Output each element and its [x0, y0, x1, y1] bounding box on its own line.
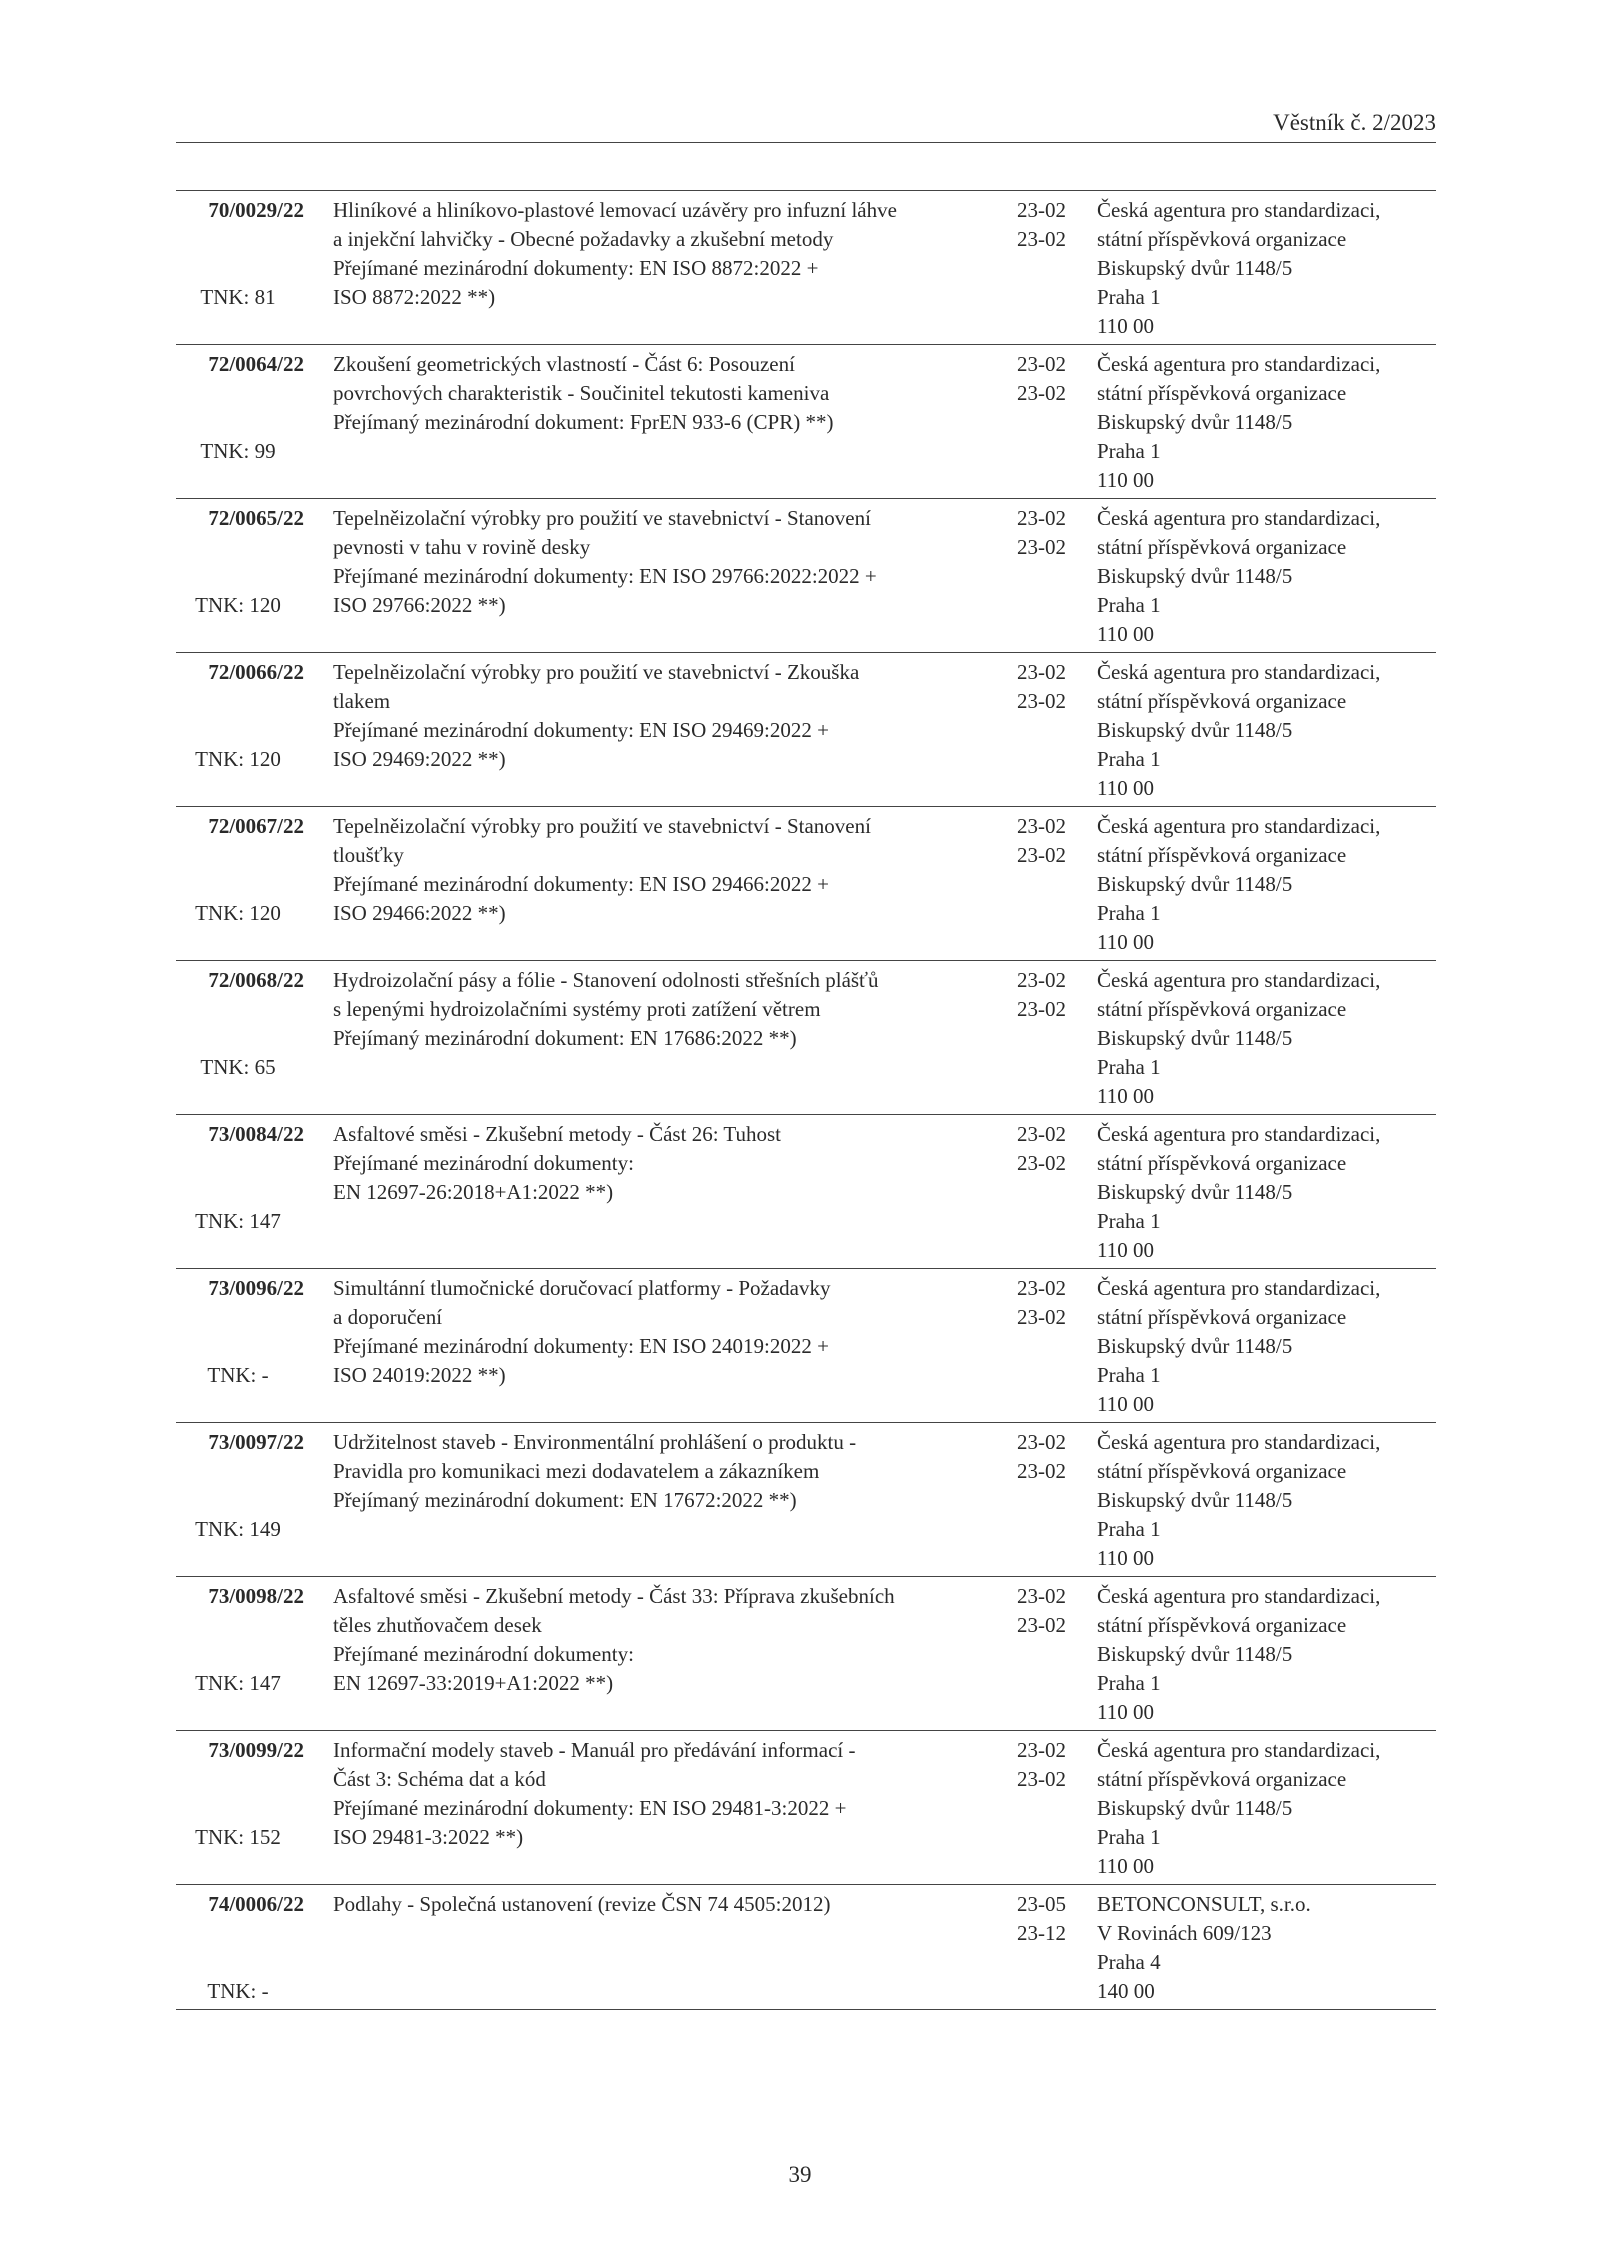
entry-tnk: TNK: - [207, 1363, 269, 1387]
entry-organization-line: státní příspěvková organizace [1097, 1613, 1347, 1637]
entry-date: 23-02 [1017, 535, 1066, 559]
entry-title-line: EN 12697-26:2018+A1:2022 **) [333, 1180, 614, 1204]
entry-tnk: TNK: 149 [195, 1517, 281, 1541]
entry-title-line: Informační modely staveb - Manuál pro předávání informací - [333, 1738, 856, 1762]
entry-date: 23-02 [1017, 997, 1066, 1021]
entry-title-line: Tepelněizolační výrobky pro použití ve stavebnictví - Stanovení [333, 506, 871, 530]
entry-organization [1097, 812, 1442, 957]
entry-organization-line: 110 00 [1097, 314, 1154, 338]
entry-title-line: povrchových charakteristik - Součinitel tekutosti kameniva [333, 381, 830, 405]
entry-organization-line: Praha 1 [1097, 1671, 1161, 1695]
entry-title-line: Zkoušení geometrických vlastností - Část 6: Posouzení [333, 352, 795, 376]
entry-title-line: ISO 29466:2022 **) [333, 901, 506, 925]
entry-title [333, 350, 1003, 437]
standard-entry [176, 1577, 1436, 1731]
entry-title-line: Přejímané mezinárodní dokumenty: EN ISO 29466:2022 + [333, 872, 829, 896]
entry-dates [1000, 1736, 1066, 1794]
entry-tnk: TNK: 152 [195, 1825, 281, 1849]
entry-organization-line: Česká agentura pro standardizaci, [1097, 1738, 1381, 1762]
entry-organization-line: Česká agentura pro standardizaci, [1097, 506, 1381, 530]
entry-date: 23-02 [1017, 1305, 1066, 1329]
entry-organization-line: 110 00 [1097, 1700, 1154, 1724]
entry-title-line: Tepelněizolační výrobky pro použití ve stavebnictví - Zkouška [333, 660, 860, 684]
entry-title-line: Hydroizolační pásy a fólie - Stanovení odolnosti střešních plášťů [333, 968, 879, 992]
entry-organization [1097, 658, 1442, 803]
entry-title-line: Přejímané mezinárodní dokumenty: EN ISO 29469:2022 + [333, 718, 829, 742]
entry-organization-line: 110 00 [1097, 930, 1154, 954]
entry-organization-line: 110 00 [1097, 1546, 1154, 1570]
entry-organization-line: Praha 1 [1097, 1825, 1161, 1849]
entry-date: 23-02 [1017, 198, 1066, 222]
entry-organization-line: Česká agentura pro standardizaci, [1097, 968, 1381, 992]
entry-organization-line: 110 00 [1097, 776, 1154, 800]
entry-code: 73/0098/22 [208, 1584, 304, 1608]
entry-title-line: Simultánní tlumočnické doručovací platformy - Požadavky [333, 1276, 831, 1300]
entry-title [333, 1736, 1003, 1852]
entry-tnk: TNK: 147 [195, 1671, 281, 1695]
standard-entry [176, 499, 1436, 653]
entry-date: 23-02 [1017, 381, 1066, 405]
entry-title-line: s lepenými hydroizolačními systémy proti zatížení větrem [333, 997, 821, 1021]
entry-title [333, 504, 1003, 620]
entry-date: 23-02 [1017, 227, 1066, 251]
entry-title-line: Pravidla pro komunikaci mezi dodavatelem a zákazníkem [333, 1459, 820, 1483]
entry-organization-line: Česká agentura pro standardizaci, [1097, 352, 1381, 376]
standard-entry [176, 191, 1436, 345]
entry-title-line: Hliníkové a hliníkovo-plastové lemovací uzávěry pro infuzní láhve [333, 198, 897, 222]
entry-organization-line: Praha 1 [1097, 1209, 1161, 1233]
entry-dates [1000, 196, 1066, 254]
entry-title-line: Přejímané mezinárodní dokumenty: EN ISO 8872:2022 + [333, 256, 819, 280]
entry-date: 23-02 [1017, 814, 1066, 838]
entry-title-line: Část 3: Schéma dat a kód [333, 1767, 546, 1791]
entry-organization [1097, 1582, 1442, 1727]
entry-organization [1097, 196, 1442, 341]
entry-dates [1000, 1274, 1066, 1332]
entry-organization-line: Biskupský dvůr 1148/5 [1097, 1642, 1293, 1666]
entry-organization-line: Česká agentura pro standardizaci, [1097, 660, 1381, 684]
entry-title [333, 196, 1003, 312]
entry-title [333, 812, 1003, 928]
entry-title [333, 966, 1003, 1053]
entry-tnk: TNK: 65 [200, 1055, 276, 1079]
entry-organization-line: Biskupský dvůr 1148/5 [1097, 1026, 1293, 1050]
entry-title-line: a injekční lahvičky - Obecné požadavky a zkušební metody [333, 227, 834, 251]
entry-code: 73/0099/22 [208, 1738, 304, 1762]
entry-organization-line: státní příspěvková organizace [1097, 381, 1347, 405]
entry-title-line: těles zhutňovačem desek [333, 1613, 542, 1637]
standard-entry [176, 1269, 1436, 1423]
standard-entry [176, 1423, 1436, 1577]
entry-dates [1000, 1582, 1066, 1640]
entry-organization-line: Biskupský dvůr 1148/5 [1097, 1334, 1293, 1358]
entry-dates [1000, 812, 1066, 870]
entry-organization [1097, 966, 1442, 1111]
entry-title-line: Přejímané mezinárodní dokumenty: EN ISO 29766:2022:2022 + [333, 564, 877, 588]
entry-organization-line: 110 00 [1097, 622, 1154, 646]
entry-organization-line: Praha 1 [1097, 901, 1161, 925]
entry-date: 23-02 [1017, 1151, 1066, 1175]
entry-title-line: pevnosti v tahu v rovině desky [333, 535, 591, 559]
entry-organization-line: Praha 1 [1097, 1055, 1161, 1079]
entry-tnk: TNK: 120 [195, 593, 281, 617]
entry-date: 23-02 [1017, 689, 1066, 713]
entry-organization-line: 140 00 [1097, 1979, 1155, 2003]
entry-dates [1000, 350, 1066, 408]
entry-organization [1097, 1890, 1442, 2006]
entry-code: 70/0029/22 [208, 198, 304, 222]
entry-organization-line: Praha 1 [1097, 747, 1161, 771]
entry-organization-line: Česká agentura pro standardizaci, [1097, 814, 1381, 838]
entry-organization-line: Praha 1 [1097, 1517, 1161, 1541]
entry-title [333, 1582, 1003, 1698]
page-number: 39 [788, 2162, 812, 2187]
entry-date: 23-02 [1017, 1613, 1066, 1637]
entry-code: 72/0068/22 [208, 968, 304, 992]
entry-code: 72/0064/22 [208, 352, 304, 376]
entry-organization-line: Česká agentura pro standardizaci, [1097, 1430, 1381, 1454]
entry-title-line: Asfaltové směsi - Zkušební metody - Část 26: Tuhost [333, 1122, 781, 1146]
entry-date: 23-02 [1017, 1122, 1066, 1146]
entry-title-line: Přejímané mezinárodní dokumenty: [333, 1151, 634, 1175]
entry-date: 23-02 [1017, 1767, 1066, 1791]
entry-tnk: TNK: 81 [200, 285, 276, 309]
entry-organization-line: Biskupský dvůr 1148/5 [1097, 718, 1293, 742]
entry-organization-line: 110 00 [1097, 468, 1154, 492]
entry-title-line: ISO 8872:2022 **) [333, 285, 496, 309]
entry-organization-line: státní příspěvková organizace [1097, 1151, 1347, 1175]
entry-organization-line: Biskupský dvůr 1148/5 [1097, 410, 1293, 434]
entry-organization-line: Biskupský dvůr 1148/5 [1097, 564, 1293, 588]
entry-dates [1000, 1428, 1066, 1486]
entry-organization-line: 110 00 [1097, 1392, 1154, 1416]
entry-title [333, 1428, 1003, 1515]
entry-organization [1097, 1120, 1442, 1265]
entry-organization [1097, 1736, 1442, 1881]
entry-title [333, 1890, 1003, 1919]
standard-entry [176, 653, 1436, 807]
entry-organization-line: Praha 1 [1097, 593, 1161, 617]
entry-tnk: TNK: 99 [200, 439, 276, 463]
entry-dates [1000, 966, 1066, 1024]
entry-organization-line: Česká agentura pro standardizaci, [1097, 1584, 1381, 1608]
entry-title-line: Přejímaný mezinárodní dokument: EN 17672:2022 **) [333, 1488, 797, 1512]
entry-organization-line: V Rovinách 609/123 [1097, 1921, 1272, 1945]
entry-date: 23-02 [1017, 968, 1066, 992]
entry-dates [1000, 1890, 1066, 1948]
entry-date: 23-02 [1017, 506, 1066, 530]
entry-tnk: TNK: - [207, 1979, 269, 2003]
entry-organization-line: Praha 1 [1097, 285, 1161, 309]
entry-dates [1000, 658, 1066, 716]
entry-organization-line: 110 00 [1097, 1238, 1154, 1262]
entry-title-line: Tepelněizolační výrobky pro použití ve stavebnictví - Stanovení [333, 814, 871, 838]
entry-organization-line: státní příspěvková organizace [1097, 1305, 1347, 1329]
entry-title-line: ISO 29481-3:2022 **) [333, 1825, 524, 1849]
entry-title-line: Podlahy - Společná ustanovení (revize ČSN 74 4505:2012) [333, 1892, 831, 1916]
entry-title [333, 1274, 1003, 1390]
entry-code: 72/0065/22 [208, 506, 304, 530]
entry-code: 73/0084/22 [208, 1122, 304, 1146]
entry-organization-line: 110 00 [1097, 1854, 1154, 1878]
entry-organization-line: Česká agentura pro standardizaci, [1097, 1276, 1381, 1300]
entry-organization-line: státní příspěvková organizace [1097, 689, 1347, 713]
entry-title-line: Přejímaný mezinárodní dokument: FprEN 933-6 (CPR) **) [333, 410, 834, 434]
entry-organization-line: státní příspěvková organizace [1097, 227, 1347, 251]
entry-organization [1097, 1274, 1442, 1419]
entry-title-line: Asfaltové směsi - Zkušební metody - Část 33: Příprava zkušebních [333, 1584, 895, 1608]
entry-title-line: ISO 24019:2022 **) [333, 1363, 506, 1387]
entry-title-line: tloušťky [333, 843, 404, 867]
entry-title-line: a doporučení [333, 1305, 443, 1329]
entry-tnk: TNK: 120 [195, 901, 281, 925]
entry-title-line: ISO 29766:2022 **) [333, 593, 506, 617]
entry-date: 23-02 [1017, 843, 1066, 867]
entry-title-line: Přejímané mezinárodní dokumenty: [333, 1642, 634, 1666]
entry-date: 23-02 [1017, 1584, 1066, 1608]
entry-organization-line: Biskupský dvůr 1148/5 [1097, 1488, 1293, 1512]
entry-dates [1000, 1120, 1066, 1178]
entry-organization-line: Biskupský dvůr 1148/5 [1097, 256, 1293, 280]
entry-title-line: EN 12697-33:2019+A1:2022 **) [333, 1671, 614, 1695]
entry-dates [1000, 504, 1066, 562]
entry-organization [1097, 1428, 1442, 1573]
entry-organization-line: Biskupský dvůr 1148/5 [1097, 872, 1293, 896]
entry-date: 23-05 [1017, 1892, 1066, 1916]
standards-list [176, 190, 1436, 2010]
entry-organization-line: Biskupský dvůr 1148/5 [1097, 1796, 1293, 1820]
entry-code: 72/0066/22 [208, 660, 304, 684]
entry-organization-line: 110 00 [1097, 1084, 1154, 1108]
standard-entry [176, 345, 1436, 499]
entry-date: 23-02 [1017, 352, 1066, 376]
entry-title-line: Přejímaný mezinárodní dokument: EN 17686:2022 **) [333, 1026, 797, 1050]
entry-code: 74/0006/22 [208, 1892, 304, 1916]
entry-organization-line: státní příspěvková organizace [1097, 1767, 1347, 1791]
entry-title-line: tlakem [333, 689, 391, 713]
entry-title [333, 658, 1003, 774]
entry-date: 23-02 [1017, 1276, 1066, 1300]
entry-code: 73/0096/22 [208, 1276, 304, 1300]
standard-entry [176, 1885, 1436, 2010]
entry-organization-line: Praha 4 [1097, 1950, 1161, 1974]
entry-date: 23-02 [1017, 1459, 1066, 1483]
entry-date: 23-12 [1017, 1921, 1066, 1945]
standard-entry [176, 1115, 1436, 1269]
entry-title-line: ISO 29469:2022 **) [333, 747, 506, 771]
entry-tnk: TNK: 147 [195, 1209, 281, 1233]
entry-organization-line: Česká agentura pro standardizaci, [1097, 1122, 1381, 1146]
entry-title-line: Přejímané mezinárodní dokumenty: EN ISO 29481-3:2022 + [333, 1796, 847, 1820]
entry-title-line: Přejímané mezinárodní dokumenty: EN ISO 24019:2022 + [333, 1334, 829, 1358]
entry-date: 23-02 [1017, 1738, 1066, 1762]
entry-organization [1097, 350, 1442, 495]
entry-organization-line: Praha 1 [1097, 439, 1161, 463]
entry-organization-line: Biskupský dvůr 1148/5 [1097, 1180, 1293, 1204]
entry-code: 73/0097/22 [208, 1430, 304, 1454]
entry-organization-line: státní příspěvková organizace [1097, 535, 1347, 559]
entry-organization-line: Praha 1 [1097, 1363, 1161, 1387]
entry-organization [1097, 504, 1442, 649]
entry-organization-line: státní příspěvková organizace [1097, 997, 1347, 1021]
page-header: Věstník č. 2/2023 [176, 108, 1436, 143]
standard-entry [176, 807, 1436, 961]
standard-entry [176, 961, 1436, 1115]
entry-organization-line: Česká agentura pro standardizaci, [1097, 198, 1381, 222]
standard-entry [176, 1731, 1436, 1885]
entry-title-line: Udržitelnost staveb - Environmentální prohlášení o produktu - [333, 1430, 857, 1454]
entry-tnk: TNK: 120 [195, 747, 281, 771]
entry-organization-line: BETONCONSULT, s.r.o. [1097, 1892, 1311, 1916]
entry-title [333, 1120, 1003, 1207]
entry-code: 72/0067/22 [208, 814, 304, 838]
entry-organization-line: státní příspěvková organizace [1097, 1459, 1347, 1483]
entry-organization-line: státní příspěvková organizace [1097, 843, 1347, 867]
entry-date: 23-02 [1017, 660, 1066, 684]
entry-date: 23-02 [1017, 1430, 1066, 1454]
